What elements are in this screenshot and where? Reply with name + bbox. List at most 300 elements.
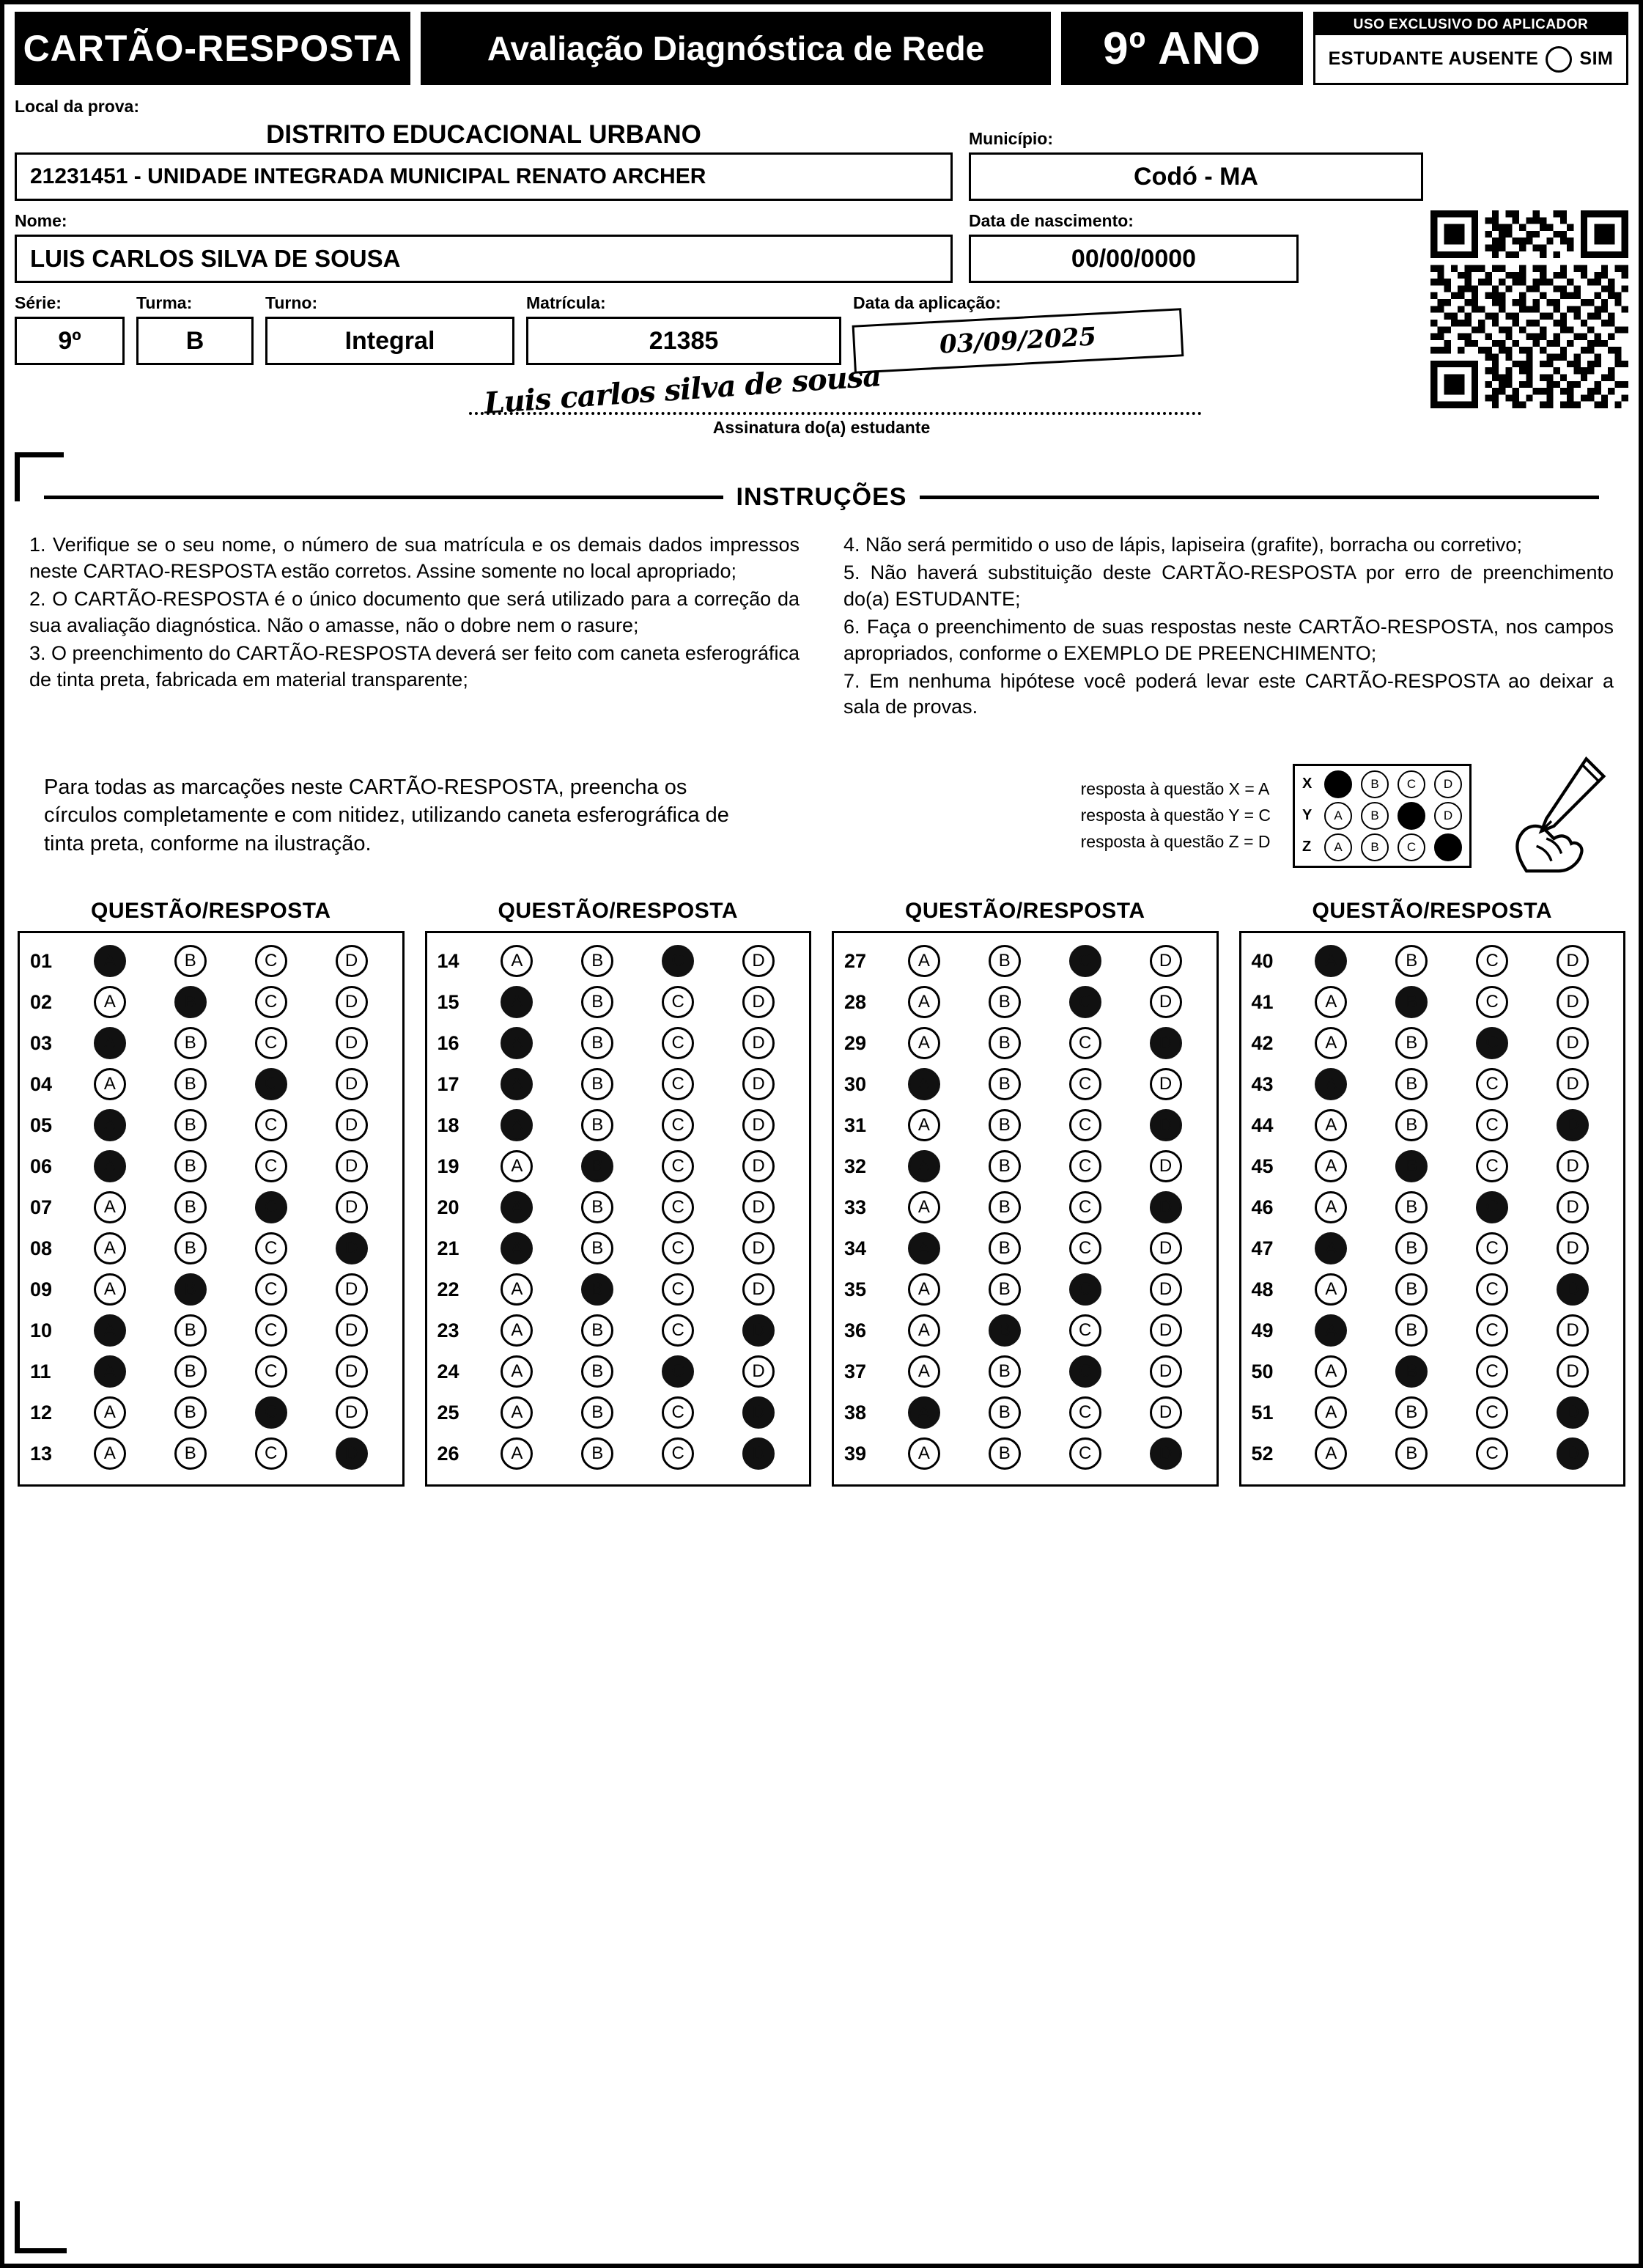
bubble-a[interactable]: A [501,945,533,977]
bubble-a[interactable]: A [94,1273,126,1306]
bubble-d[interactable]: D [1150,986,1182,1018]
question-number: 48 [1251,1278,1274,1300]
question-number: 44 [1251,1113,1274,1136]
bubble-a[interactable]: A [908,1396,940,1429]
bubble-a[interactable]: A [908,1109,940,1141]
bubble-a[interactable]: A [501,1150,533,1182]
bubble-a[interactable]: A [1315,1437,1347,1470]
question-number: 04 [30,1072,53,1095]
example-bubble-c: C [1398,833,1425,861]
bubble-b[interactable]: B [581,1437,613,1470]
question-row-26 [437,1433,800,1474]
bubble-b[interactable]: B [1395,1437,1428,1470]
bubble-b[interactable]: B [174,1109,207,1141]
example-bubble-c: C [1398,770,1425,798]
bubble-b[interactable]: B [581,1027,613,1059]
bubble-d[interactable]: D [1150,1314,1182,1347]
bubble-c[interactable]: C [255,986,287,1018]
bubble-b[interactable]: B [1395,1273,1428,1306]
bubble-c[interactable]: C [1476,945,1508,977]
question-number: 10 [30,1319,53,1341]
bubble-b[interactable]: B [581,1355,613,1388]
signature-handwriting: Luis carlos silva de sousa [483,358,882,421]
question-row-43 [1252,1064,1614,1105]
bubble-a[interactable]: A [501,1191,533,1223]
question-row-29 [844,1023,1206,1064]
bubble-a[interactable]: A [501,1109,533,1141]
bubble-d[interactable]: D [1150,1109,1182,1141]
matricula-label: Matrícula: [526,293,606,312]
question-number: 26 [437,1442,459,1465]
bubble-a[interactable]: A [94,1191,126,1223]
bubble-d[interactable]: D [742,1273,775,1306]
bubble-d[interactable]: D [1557,1191,1589,1223]
question-row-28 [844,982,1206,1023]
bubble-a[interactable]: A [94,1232,126,1264]
bubble-c[interactable]: C [1476,1232,1508,1264]
bubble-a[interactable]: A [908,1068,940,1100]
nome-value: LUIS CARLOS SILVA DE SOUSA [15,235,953,283]
bubble-d[interactable]: D [336,1109,368,1141]
bubble-c[interactable]: C [662,1314,694,1347]
answer-column-header: QUESTÃO/RESPOSTA [905,899,1145,924]
instruction-item: 1. Verifique se o seu nome, o número de sua matrícula e os demais dados impressos neste CARTAO-RESPOSTA estão corretos. Assine somente no local apropriado; [29,534,800,582]
bubble-c[interactable]: C [255,1191,287,1223]
bubble-c[interactable]: C [255,1232,287,1264]
bubble-b[interactable]: B [174,986,207,1018]
bubble-d[interactable]: D [336,1191,368,1223]
bubble-b[interactable]: B [1395,1355,1428,1388]
bubble-a[interactable]: A [94,1437,126,1470]
bubble-a[interactable]: A [94,1396,126,1429]
bubble-d[interactable]: D [742,1232,775,1264]
question-row-49 [1252,1310,1614,1351]
bubble-b[interactable]: B [174,1027,207,1059]
instructions-title: INSTRUÇÕES [736,483,907,511]
bubble-d[interactable]: D [1150,1027,1182,1059]
bubble-d[interactable]: D [742,1314,775,1347]
bubble-c[interactable]: C [1476,1191,1508,1223]
bubble-b[interactable]: B [174,1068,207,1100]
bubble-b[interactable]: B [1395,1068,1428,1100]
bubble-a[interactable]: A [908,945,940,977]
bubble-d[interactable]: D [1150,945,1182,977]
bubble-a[interactable]: A [94,1068,126,1100]
question-row-51 [1252,1392,1614,1433]
bubble-d[interactable]: D [1557,1068,1589,1100]
bubble-a[interactable]: A [908,1314,940,1347]
bubble-a[interactable]: A [94,945,126,977]
bubble-c[interactable]: C [1476,1355,1508,1388]
bubble-b[interactable]: B [174,1437,207,1470]
bubble-c[interactable]: C [1476,1314,1508,1347]
bubble-c[interactable]: C [255,1068,287,1100]
question-row-09 [30,1269,392,1310]
bubble-b[interactable]: B [989,1437,1021,1470]
bubble-d[interactable]: D [1557,986,1589,1018]
cartao-resposta-title: CARTÃO-RESPOSTA [15,12,410,85]
question-number: 43 [1251,1072,1274,1095]
question-number: 11 [30,1360,51,1382]
question-row-38 [844,1392,1206,1433]
question-row-11 [30,1351,392,1392]
bubble-b[interactable]: B [989,945,1021,977]
bubble-d[interactable]: D [742,1191,775,1223]
question-number: 46 [1251,1196,1274,1218]
turno-value: Integral [265,317,514,365]
bubble-a[interactable]: A [94,986,126,1018]
bubble-d[interactable]: D [1150,1068,1182,1100]
bubble-a[interactable]: A [501,1437,533,1470]
example-bubble-d: D [1434,770,1462,798]
bubble-d[interactable]: D [742,945,775,977]
bubble-c[interactable]: C [255,1314,287,1347]
bubble-b[interactable]: B [989,1191,1021,1223]
bubble-a[interactable]: A [908,1150,940,1182]
question-number: 24 [437,1360,459,1382]
bubble-a[interactable]: A [94,1355,126,1388]
nascimento-value: 00/00/0000 [969,235,1299,283]
question-row-40 [1252,940,1614,982]
bubble-c[interactable]: C [1069,1191,1101,1223]
bubble-d[interactable]: D [336,1068,368,1100]
bubble-d[interactable]: D [336,1232,368,1264]
bubble-b[interactable]: B [989,1068,1021,1100]
bubble-b[interactable]: B [1395,1396,1428,1429]
bubble-c[interactable]: C [1069,986,1101,1018]
answer-column-header: QUESTÃO/RESPOSTA [91,899,331,924]
bubble-c[interactable]: C [1069,1027,1101,1059]
bubble-a[interactable]: A [908,986,940,1018]
bubble-a[interactable]: A [1315,1232,1347,1264]
instructions-block [15,452,1628,880]
bubble-a[interactable]: A [1315,1273,1347,1306]
bubble-a[interactable]: A [908,1273,940,1306]
bubble-c[interactable]: C [1476,1027,1508,1059]
bubble-a[interactable]: A [94,1027,126,1059]
bubble-a[interactable]: A [501,1232,533,1264]
example-row-z [1302,833,1462,861]
bubble-d[interactable]: D [1557,1355,1589,1388]
bubble-d[interactable]: D [1557,1273,1589,1306]
bubble-c[interactable]: C [662,1191,694,1223]
corner-mark-bottom-left [15,2201,67,2253]
question-row-47 [1252,1228,1614,1269]
example-bubble-c: C [1398,802,1425,830]
bubble-b[interactable]: B [989,1150,1021,1182]
exam-title: Avaliação Diagnóstica de Rede [421,12,1051,85]
grade-badge: 9º ANO [1061,12,1303,85]
bubble-d[interactable]: D [1150,1396,1182,1429]
bubble-d[interactable]: D [1557,945,1589,977]
instruction-item: 7. Em nenhuma hipótese você poderá levar este CARTÃO-RESPOSTA ao deixar a sala de provas. [843,669,1614,718]
bubble-a[interactable]: A [501,1355,533,1388]
bubble-b[interactable]: B [581,1273,613,1306]
bubble-b[interactable]: B [174,1150,207,1182]
bubble-b[interactable]: B [1395,986,1428,1018]
bubble-a[interactable]: A [1315,1396,1347,1429]
bubble-c[interactable]: C [1069,1437,1101,1470]
bubble-c[interactable]: C [1069,1396,1101,1429]
question-row-24 [437,1351,800,1392]
bubble-d[interactable]: D [742,1027,775,1059]
bubble-d[interactable]: D [1150,1273,1182,1306]
question-row-25 [437,1392,800,1433]
question-number: 35 [844,1278,867,1300]
question-row-52 [1252,1433,1614,1474]
question-number: 28 [844,990,867,1013]
bubble-c[interactable]: C [1476,1396,1508,1429]
answers-section [18,899,1625,1487]
bubble-b[interactable]: B [989,1273,1021,1306]
bubble-b[interactable]: B [581,1068,613,1100]
bubble-d[interactable]: D [336,1027,368,1059]
bubble-d[interactable]: D [1150,1150,1182,1182]
bubble-b[interactable]: B [989,1232,1021,1264]
bubble-c[interactable]: C [255,1109,287,1141]
bubble-d[interactable]: D [336,1273,368,1306]
bubble-c[interactable]: C [255,1355,287,1388]
bubble-d[interactable]: D [1557,1150,1589,1182]
question-number: 45 [1251,1155,1274,1177]
bubble-b[interactable]: B [1395,1027,1428,1059]
bubble-c[interactable]: C [1069,1314,1101,1347]
bubble-d[interactable]: D [336,1396,368,1429]
rule-left [44,496,723,499]
fill-example-text: Para todas as marcações neste CARTÃO-RESPOSTA, preencha os círculos completamente e com nitidez, utilizando caneta esferográfica de tinta preta, conforme na ilustração. [44,775,729,856]
legend-line: resposta à questão Z = D [1080,831,1271,851]
bubble-a[interactable]: A [1315,1314,1347,1347]
bubble-a[interactable]: A [501,986,533,1018]
applicator-only-label: USO EXCLUSIVO DO APLICADOR [1315,14,1626,35]
bubble-a[interactable]: A [1315,1355,1347,1388]
question-number: 01 [30,949,53,972]
bubble-c[interactable]: C [662,1273,694,1306]
bubble-a[interactable]: A [1315,1027,1347,1059]
bubble-a[interactable]: A [1315,1109,1347,1141]
question-row-20 [437,1187,800,1228]
fill-example-legend [1081,776,1271,855]
bubble-c[interactable]: C [662,986,694,1018]
bubble-c[interactable]: C [1069,1068,1101,1100]
turno-label: Turno: [265,293,318,312]
bubble-c[interactable]: C [255,1150,287,1182]
bubble-a[interactable]: A [501,1396,533,1429]
bubble-d[interactable]: D [336,1314,368,1347]
bubble-b[interactable]: B [1395,1314,1428,1347]
question-number: 34 [844,1237,867,1259]
bubble-b[interactable]: B [581,1232,613,1264]
bubble-b[interactable]: B [1395,1150,1428,1182]
rule-right [920,496,1599,499]
bubble-c[interactable]: C [662,1109,694,1141]
question-number: 37 [844,1360,867,1382]
bubble-c[interactable]: C [662,1232,694,1264]
question-number: 36 [844,1319,867,1341]
bubble-d[interactable]: D [1557,1437,1589,1470]
bubble-c[interactable]: C [1476,1109,1508,1141]
answer-column-box [425,931,812,1487]
bubble-b[interactable]: B [174,1396,207,1429]
aplicacao-value: 03/09/2025 [852,308,1184,373]
bubble-a[interactable]: A [501,1068,533,1100]
bubble-b[interactable]: B [581,1396,613,1429]
question-number: 39 [844,1442,867,1465]
signature-caption: Assinatura do(a) estudante [712,418,931,437]
bubble-a[interactable]: A [908,1232,940,1264]
bubble-d[interactable]: D [742,1355,775,1388]
bubble-c[interactable]: C [1476,1150,1508,1182]
bubble-a[interactable]: A [908,1191,940,1223]
bubble-b[interactable]: B [581,1314,613,1347]
question-number: 47 [1251,1237,1274,1259]
question-number: 41 [1251,990,1274,1013]
bubble-c[interactable]: C [662,1355,694,1388]
bubble-a[interactable]: A [1315,1150,1347,1182]
bubble-a[interactable]: A [94,1314,126,1347]
absent-bubble[interactable] [1546,46,1572,73]
bubble-d[interactable]: D [336,945,368,977]
aplicacao-label: Data da aplicação: [853,293,1001,312]
bubble-d[interactable]: D [1557,1232,1589,1264]
identification-block [15,97,1628,365]
bubble-d[interactable]: D [336,1150,368,1182]
bubble-c[interactable]: C [1069,1355,1101,1388]
answer-column-box [18,931,405,1487]
bubble-a[interactable]: A [501,1027,533,1059]
example-bubble-a: A [1324,833,1352,861]
bubble-c[interactable]: C [1476,1437,1508,1470]
bubble-c[interactable]: C [1069,1109,1101,1141]
bubble-d[interactable]: D [1150,1355,1182,1388]
question-row-30 [844,1064,1206,1105]
bubble-c[interactable]: C [1069,945,1101,977]
bubble-b[interactable]: B [989,1027,1021,1059]
bubble-c[interactable]: C [1476,1068,1508,1100]
bubble-b[interactable]: B [1395,1232,1428,1264]
bubble-b[interactable]: B [989,1109,1021,1141]
bubble-d[interactable]: D [742,986,775,1018]
question-row-35 [844,1269,1206,1310]
question-row-50 [1252,1351,1614,1392]
bubble-d[interactable]: D [1150,1232,1182,1264]
bubble-c[interactable]: C [255,1396,287,1429]
bubble-b[interactable]: B [174,1273,207,1306]
bubble-c[interactable]: C [1476,1273,1508,1306]
bubble-b[interactable]: B [174,1314,207,1347]
bubble-c[interactable]: C [1476,986,1508,1018]
bubble-c[interactable]: C [662,1068,694,1100]
bubble-d[interactable]: D [742,1150,775,1182]
example-label: Y [1302,807,1312,824]
district-title: DISTRITO EDUCACIONAL URBANO [266,120,701,149]
bubble-a[interactable]: A [908,1027,940,1059]
applicator-only-box [1313,12,1628,85]
bubble-d[interactable]: D [742,1396,775,1429]
bubble-a[interactable]: A [1315,945,1347,977]
bubble-d[interactable]: D [742,1437,775,1470]
bubble-b[interactable]: B [989,1396,1021,1429]
bubble-d[interactable]: D [1557,1109,1589,1141]
instruction-item: 6. Faça o preenchimento de suas respostas neste CARTÃO-RESPOSTA, nos campos apropriados, conforme o EXEMPLO DE PREENCHIMENTO; [843,615,1614,664]
bubble-c[interactable]: C [255,1437,287,1470]
question-number: 13 [30,1442,53,1465]
bubble-c[interactable]: C [255,1273,287,1306]
question-row-19 [437,1146,800,1187]
bubble-b[interactable]: B [1395,1191,1428,1223]
bubble-a[interactable]: A [1315,1191,1347,1223]
bubble-c[interactable]: C [662,945,694,977]
bubble-b[interactable]: B [174,945,207,977]
example-label: Z [1302,839,1312,855]
question-number: 23 [437,1319,459,1341]
bubble-c[interactable]: C [662,1150,694,1182]
bubble-a[interactable]: A [908,1437,940,1470]
bubble-d[interactable]: D [336,986,368,1018]
bubble-b[interactable]: B [1395,945,1428,977]
bubble-b[interactable]: B [1395,1109,1428,1141]
absent-sim-label: SIM [1579,48,1614,69]
bubble-a[interactable]: A [94,1109,126,1141]
bubble-d[interactable]: D [742,1068,775,1100]
bubble-b[interactable]: B [581,1150,613,1182]
question-row-44 [1252,1105,1614,1146]
bubble-a[interactable]: A [501,1314,533,1347]
bubble-c[interactable]: C [662,1027,694,1059]
bubble-c[interactable]: C [662,1437,694,1470]
question-number: 20 [437,1196,459,1218]
bubble-d[interactable]: D [1557,1027,1589,1059]
bubble-b[interactable]: B [989,1314,1021,1347]
bubble-b[interactable]: B [581,945,613,977]
bubble-b[interactable]: B [989,1355,1021,1388]
bubble-b[interactable]: B [174,1355,207,1388]
bubble-d[interactable]: D [1150,1437,1182,1470]
bubble-d[interactable]: D [336,1437,368,1470]
bubble-b[interactable]: B [989,986,1021,1018]
question-number: 02 [30,990,53,1013]
bubble-c[interactable]: C [1069,1150,1101,1182]
bubble-c[interactable]: C [1069,1273,1101,1306]
question-row-03 [30,1023,392,1064]
bubble-c[interactable]: C [255,1027,287,1059]
bubble-a[interactable]: A [1315,1068,1347,1100]
bubble-c[interactable]: C [255,945,287,977]
bubble-b[interactable]: B [581,1191,613,1223]
bubble-b[interactable]: B [581,1109,613,1141]
answer-column-2 [425,899,812,1487]
bubble-b[interactable]: B [174,1191,207,1223]
bubble-d[interactable]: D [1150,1191,1182,1223]
bubble-d[interactable]: D [336,1355,368,1388]
bubble-d[interactable]: D [1557,1396,1589,1429]
bubble-c[interactable]: C [1069,1232,1101,1264]
bubble-d[interactable]: D [1557,1314,1589,1347]
question-number: 05 [30,1113,53,1136]
question-number: 49 [1251,1319,1274,1341]
bubble-b[interactable]: B [581,986,613,1018]
bubble-a[interactable]: A [908,1355,940,1388]
question-row-21 [437,1228,800,1269]
example-row-y [1302,802,1462,830]
bubble-a[interactable]: A [94,1150,126,1182]
instructions-columns [15,512,1628,722]
bubble-b[interactable]: B [174,1232,207,1264]
bubble-a[interactable]: A [501,1273,533,1306]
bubble-a[interactable]: A [1315,986,1347,1018]
bubble-d[interactable]: D [742,1109,775,1141]
bubble-c[interactable]: C [662,1396,694,1429]
